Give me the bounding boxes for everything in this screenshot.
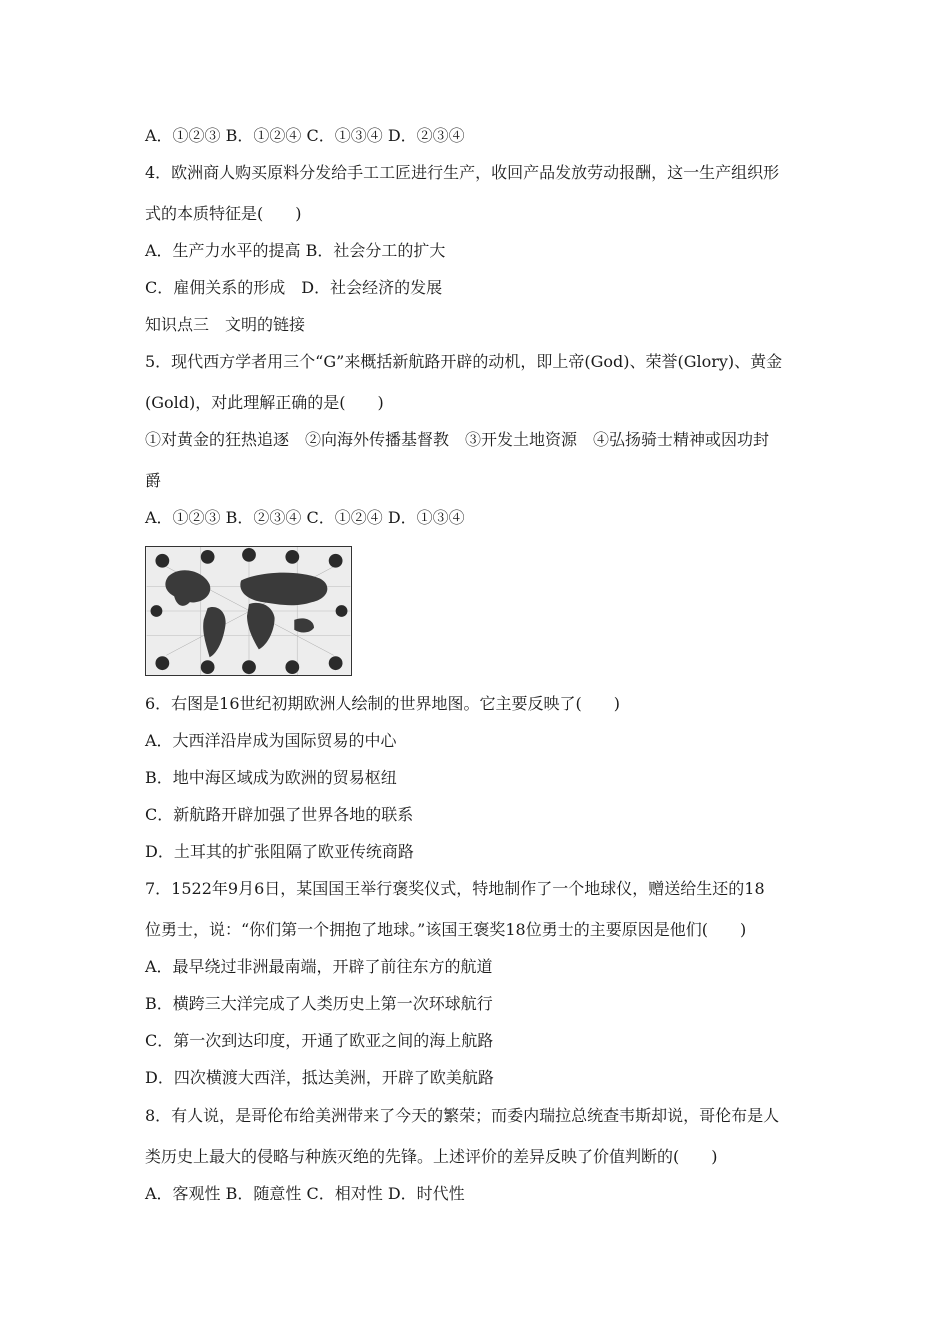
q7-option-d: D．四次横渡大西洋，抵达美洲，开辟了欧美航路: [145, 1068, 494, 1087]
q4-stem-line-1: 4．欧洲商人购买原料分发给手工工匠进行生产，收回产品发放劳动报酬，这一生产组织形: [145, 163, 780, 182]
q5-items-line-2: 爵: [145, 471, 162, 490]
q5-items-line-1: ①对黄金的狂热追逐 ②向海外传播基督教 ③开发土地资源 ④弘扬骑士精神或因功封: [145, 430, 770, 449]
q5-options: A．①②③ B．②③④ C．①②④ D．①③④: [145, 508, 465, 527]
world-map-illustration-icon: [146, 547, 351, 675]
section-heading: 知识点三 文明的链接: [145, 315, 306, 334]
q4-options-cd: C．雇佣关系的形成 D．社会经济的发展: [145, 278, 443, 297]
q4-options-ab: A．生产力水平的提高 B．社会分工的扩大: [145, 241, 446, 260]
q7-option-b: B．横跨三大洋完成了人类历史上第一次环球航行: [145, 994, 493, 1013]
q6-option-c: C．新航路开辟加强了世界各地的联系: [145, 805, 414, 824]
q6-option-a: A．大西洋沿岸成为国际贸易的中心: [145, 731, 397, 750]
q3-options: A．①②③ B．①②④ C．①③④ D．②③④: [145, 126, 465, 145]
q7-option-c: C．第一次到达印度，开通了欧亚之间的海上航路: [145, 1031, 494, 1050]
q7-option-a: A．最早绕过非洲最南端，开辟了前往东方的航道: [145, 957, 493, 976]
q8-stem-line-1: 8．有人说，是哥伦布给美洲带来了今天的繁荣；而委内瑞拉总统查韦斯却说，哥伦布是人: [145, 1106, 780, 1125]
q8-options: A．客观性 B．随意性 C．相对性 D．时代性: [145, 1184, 465, 1203]
world-map-figure: [145, 546, 352, 676]
q7-stem-line-2: 位勇士，说：“你们第一个拥抱了地球。”该国王褒奖18位勇士的主要原因是他们( ): [145, 920, 747, 939]
q6-option-d: D．土耳其的扩张阻隔了欧亚传统商路: [145, 842, 414, 861]
q5-stem-line-1: 5．现代西方学者用三个“G”来概括新航路开辟的动机，即上帝(God)、荣誉(Glory)、黄金: [145, 352, 783, 371]
q5-stem-line-2: (Gold)，对此理解正确的是( ): [145, 393, 384, 412]
q6-stem: 6．右图是16世纪初期欧洲人绘制的世界地图。它主要反映了( ): [145, 694, 621, 713]
q8-stem-line-2: 类历史上最大的侵略与种族灭绝的先锋。上述评价的差异反映了价值判断的( ): [145, 1147, 718, 1166]
q7-stem-line-1: 7．1522年9月6日，某国国王举行褒奖仪式，特地制作了一个地球仪，赠送给生还的18: [145, 879, 765, 898]
q4-stem-line-2: 式的本质特征是( ): [145, 204, 302, 223]
q6-option-b: B．地中海区域成为欧洲的贸易枢纽: [145, 768, 397, 787]
